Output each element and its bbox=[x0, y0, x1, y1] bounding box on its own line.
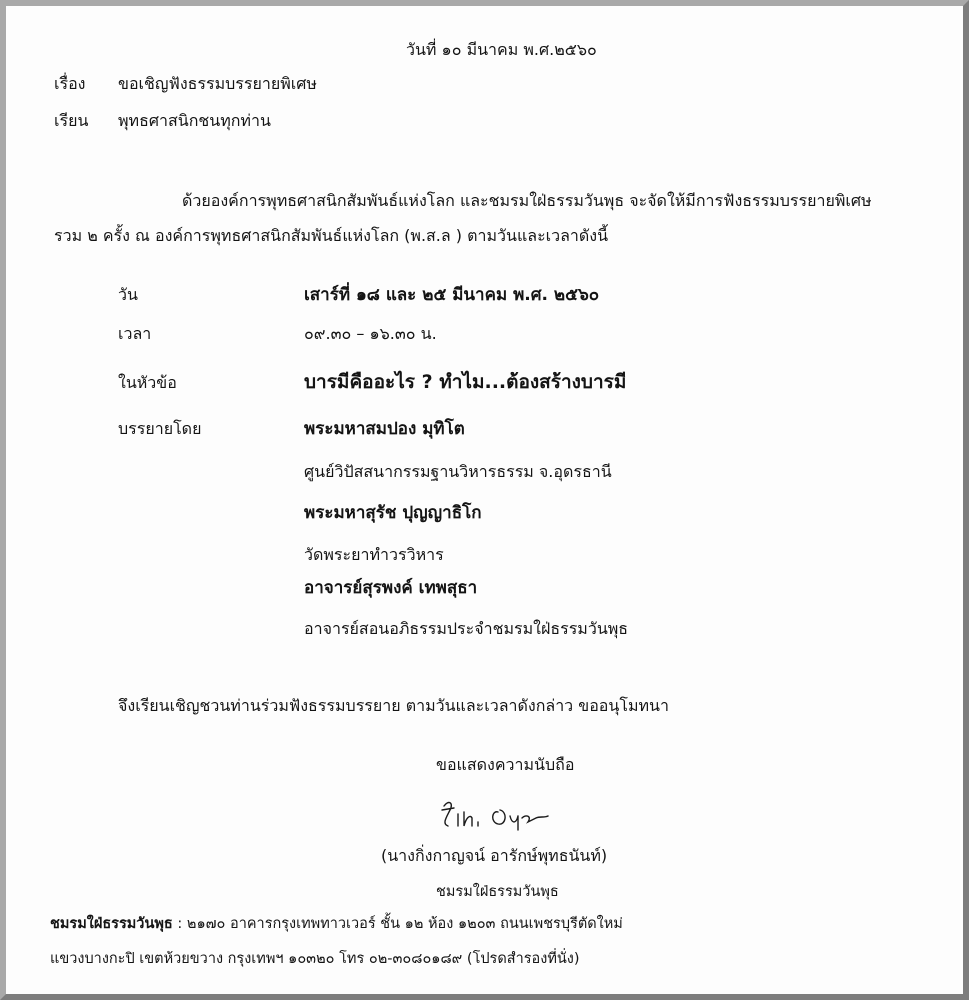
recipient-label: เรียน bbox=[54, 111, 89, 130]
speaker-affiliation: ศูนย์วิปัสสนากรรมฐานวิหารธรรม จ.อุดรธานี bbox=[304, 462, 612, 481]
handwritten-signature bbox=[436, 796, 586, 836]
time-label: เวลา bbox=[118, 324, 152, 343]
intro-paragraph-line2: รวม ๒ ครั้ง ณ องค์การพุทธศาสนิกสัมพันธ์แห่งโลก (พ.ส.ล ) ตามวันและเวลาดังนี้ bbox=[54, 226, 609, 245]
subject-label: เรื่อง bbox=[54, 74, 86, 93]
day-label: วัน bbox=[118, 285, 138, 304]
topic-label: ในหัวข้อ bbox=[118, 373, 177, 392]
speaker-affiliation: อาจารย์สอนอภิธรรมประจำชมรมใฝ่ธรรมวันพุธ bbox=[304, 619, 629, 638]
topic-value: บารมีคืออะไร ? ทำไม...ต้องสร้างบารมี bbox=[304, 371, 627, 393]
footer-address-text: : ๒๑๗๐ อาคารกรุงเทพทาวเวอร์ ชั้น ๑๒ ห้อง ๑๒๐๓ ถนนเพชรบุรีตัดใหม่ bbox=[172, 916, 623, 932]
footer-address-line2: แขวงบางกะปิ เขตห้วยขวาง กรุงเทพฯ ๑๐๓๒๐ โทร ๐๒-๓๐๘๐๑๘๙ (โปรดสำรองที่นั่ง) bbox=[50, 951, 580, 967]
subject-text: ขอเชิญฟังธรรมบรรยายพิเศษ bbox=[118, 74, 317, 93]
closing-paragraph: จึงเรียนเชิญชวนท่านร่วมฟังธรรมบรรยาย ตามวันและเวลาดังกล่าว ขออนุโมทนา bbox=[118, 696, 669, 715]
speaker-name: อาจารย์สุรพงค์ เทพสุธา bbox=[304, 578, 478, 598]
speaker-affiliation: วัดพระยาทำวรวิหาร bbox=[304, 545, 444, 564]
day-value: เสาร์ที่ ๑๘ และ ๒๕ มีนาคม พ.ศ. ๒๕๖๐ bbox=[304, 285, 600, 305]
speaker-name: พระมหาสุรัช ปุญญาธิโก bbox=[304, 503, 482, 523]
footer-address-line1 bbox=[50, 914, 623, 934]
regards-text: ขอแสดงความนับถือ bbox=[436, 755, 575, 774]
intro-paragraph-line1: ด้วยองค์การพุทธศาสนิกสัมพันธ์แห่งโลก และชมรมใฝ่ธรรมวันพุธ จะจัดให้มีการฟังธรรมบรรยายพิเศษ bbox=[182, 191, 872, 210]
speaker-label: บรรยายโดย bbox=[118, 419, 202, 438]
footer-organization: ชมรมใฝ่ธรรมวันพุธ bbox=[50, 916, 173, 932]
letter-date: วันที่ ๑๐ มีนาคม พ.ศ.๒๕๖๐ bbox=[406, 40, 597, 59]
time-value: ๐๙.๓๐ – ๑๖.๓๐ น. bbox=[304, 324, 437, 343]
speaker-name: พระมหาสมปอง มุทิโต bbox=[304, 419, 465, 439]
recipient-text: พุทธศาสนิกชนทุกท่าน bbox=[118, 111, 271, 130]
signer-name: (นางกิ่งกาญจน์ อารักษ์พุทธนันท์) bbox=[381, 846, 608, 865]
signer-organization: ชมรมใฝ่ธรรมวันพุธ bbox=[436, 884, 559, 900]
